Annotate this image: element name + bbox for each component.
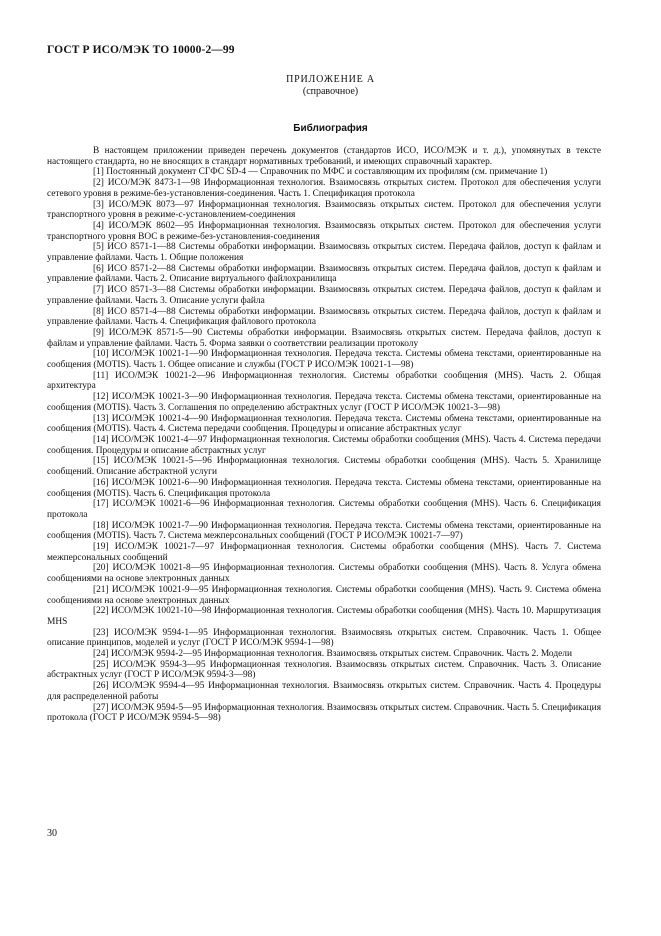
bibliography-entry: [13] ИСО/МЭК 10021-4—90 Информационная технология. Передача текста. Системы обмена текстами, ориентированные на сообщения (MOTIS). Часть 4. Система передачи сообщения. Процедуры и описание абстрактных услуг xyxy=(47,413,601,435)
annex-title: ПРИЛОЖЕНИЕ А xyxy=(286,74,375,85)
bibliography-entry: [20] ИСО/МЭК 10021-8—95 Информационная технология. Системы обработки сообщения (MHS). Часть 8. Услуга обмена сообщениями на основе электронных данных xyxy=(47,563,601,585)
bibliography-entry: [6] ИСО 8571-2—88 Системы обработки информации. Взаимосвязь открытых систем. Передача файлов, доступ к файлам и управление файлами. Часть 2. Описание виртуального файлохранилища xyxy=(47,263,601,285)
bibliography-entry: [3] ИСО/МЭК 8073—97 Информационная технология. Взаимосвязь открытых систем. Протокол для обеспечения услуги транспортного уровня в режиме-с-установлением-соединения xyxy=(47,199,601,221)
bibliography-entry: [25] ИСО/МЭК 9594-3—95 Информационная технология. Взаимосвязь открытых систем. Справочник. Часть 3. Описание абстрактных услуг (ГОСТ Р ИСО/МЭК 9594-3—98) xyxy=(47,659,601,681)
annex-subtitle: (справочное) xyxy=(302,86,359,97)
bibliography-entry: [17] ИСО/МЭК 10021-6—96 Информационная технология. Системы обработки сообщения (MHS). Часть 6. Спецификация протокола xyxy=(47,499,601,520)
bibliography-body xyxy=(47,146,601,724)
bibliography-entry: [5] ИСО 8571-1—88 Системы обработки информации. Взаимосвязь открытых систем. Передача файлов, доступ к файлам и управление файлами. Часть 1. Общие положения xyxy=(47,242,601,264)
bibliography-entry: [2] ИСО/МЭК 8473-1—98 Информационная технология. Взаимосвязь открытых систем. Протокол для обеспечения услуги сетевого уровня в режиме-без-установления-соединения. Часть 1. Спецификация протокола xyxy=(47,178,601,199)
bibliography-entry: [8] ИСО 8571-4—88 Системы обработки информации. Взаимосвязь открытых систем. Передача файлов, доступ к файлам и управление файлами. Часть 4. Спецификация файлового протокола xyxy=(47,306,601,328)
bibliography-entry: [21] ИСО/МЭК 10021-9—95 Информационная технология. Системы обработки сообщения (MHS). Часть 9. Система обмена сообщениями на основе электронных данных xyxy=(47,584,601,606)
bibliography-entry: [10] ИСО/МЭК 10021-1—90 Информационная технология. Передача текста. Системы обмена текстами, ориентированные на сообщения (MOTIS). Часть 1. Общее описание и службы (ГОСТ Р ИСО/МЭК 10021-1—98) xyxy=(47,349,601,371)
page-number: 30 xyxy=(47,828,57,839)
bibliography-entry: [14] ИСО/МЭК 10021-4—97 Информационная технология. Системы обработки сообщения (MHS). Часть 4. Система передачи сообщения. Процедуры и описание абстрактных услуг xyxy=(47,434,601,456)
bibliography-intro: В настоящем приложении приведен перечень документов (стандартов ИСО, ИСО/МЭК и т. д.), упомянутых в тексте настоящего стандарта, но не вносящих в стандарт нормативных требований, и имеющих справочный характер. xyxy=(47,146,601,167)
bibliography-entry: [12] ИСО/МЭК 10021-3—90 Информационная технология. Передача текста. Системы обмена текстами, ориентированные на сообщения (MOTIS). Часть 3. Соглашения по определению абстрактных услуг (ГОСТ Р ИСО/МЭК 10021-3—98) xyxy=(47,392,601,413)
bibliography-entry: [16] ИСО/МЭК 10021-6—90 Информационная технология. Передача текста. Системы обмена текстами, ориентированные на сообщения (MOTIS). Часть 6. Спецификация протокола xyxy=(47,477,601,499)
bibliography-entry: [27] ИСО/МЭК 9594-5—95 Информационная технология. Взаимосвязь открытых систем. Справочник. Часть 5. Спецификация протокола (ГОСТ Р ИСО/МЭК 9594-5—98) xyxy=(47,702,601,724)
bibliography-entry: [9] ИСО/МЭК 8571-5—90 Системы обработки информации. Взаимосвязь открытых систем. Передача файлов, доступ к файлам и управление файлами. Часть 5. Форма заявки о соответствии реализации протоколу xyxy=(47,327,601,349)
bibliography-heading: Библиография xyxy=(293,123,368,134)
bibliography-entry: [18] ИСО/МЭК 10021-7—90 Информационная технология. Передача текста. Системы обмена текстами, ориентированные на сообщения (MOTIS). Часть 7. Система межперсональных сообщений (ГОСТ Р ИСО/МЭК 10021-7—97) xyxy=(47,520,601,542)
bibliography-entry: [22] ИСО/МЭК 10021-10—98 Информационная технология. Системы обработки сообщения (MHS). Часть 10. Маршрутизация MHS xyxy=(47,606,601,627)
bibliography-entry: [26] ИСО/МЭК 9594-4—95 Информационная технология. Взаимосвязь открытых систем. Справочник. Часть 4. Процедуры для распределенной работы xyxy=(47,681,601,702)
running-header: ГОСТ Р ИСО/МЭК ТО 10000-2—99 xyxy=(47,44,235,56)
bibliography-entry: [24] ИСО/МЭК 9594-2—95 Информационная технология. Взаимосвязь открытых систем. Справочник. Часть 2. Модели xyxy=(93,649,572,660)
bibliography-entry: [4] ИСО/МЭК 8602—95 Информационная технология. Взаимосвязь открытых систем. Протокол для обеспечения услуги транспортного уровня ВОС в режиме-без-установления-соединения xyxy=(47,220,601,242)
bibliography-entry: [19] ИСО/МЭК 10021-7—97 Информационная технология. Системы обработки сообщения (MHS). Часть 7. Система межперсональных сообщений xyxy=(47,542,601,563)
bibliography-entry: [23] ИСО/МЭК 9594-1—95 Информационная технология. Взаимосвязь открытых систем. Справочник. Часть 1. Общее описание принципов, моделей и услуг (ГОСТ Р ИСО/МЭК 9594-1—98) xyxy=(47,627,601,649)
annex-block xyxy=(0,74,661,98)
bibliography-entry: [15] ИСО/МЭК 10021-5—96 Информационная технология. Системы обработки сообщения (MHS). Часть 5. Хранилище сообщений. Описание абстрактной услуги xyxy=(47,456,601,478)
bibliography-entry: [1] Постоянный документ СГФС SD-4 — Справочник по МФС и составляющим их профилям (см. примечание 1) xyxy=(93,167,548,178)
bibliography-entry: [7] ИСО 8571-3—88 Системы обработки информации. Взаимосвязь открытых систем. Передача файлов, доступ к файлам и управление файлами. Часть 3. Описание услуги файла xyxy=(47,285,601,306)
bibliography-entry: [11] ИСО/МЭК 10021-2—96 Информационная технология. Системы обработки сообщения (MHS). Часть 2. Общая архитектура xyxy=(47,370,601,392)
